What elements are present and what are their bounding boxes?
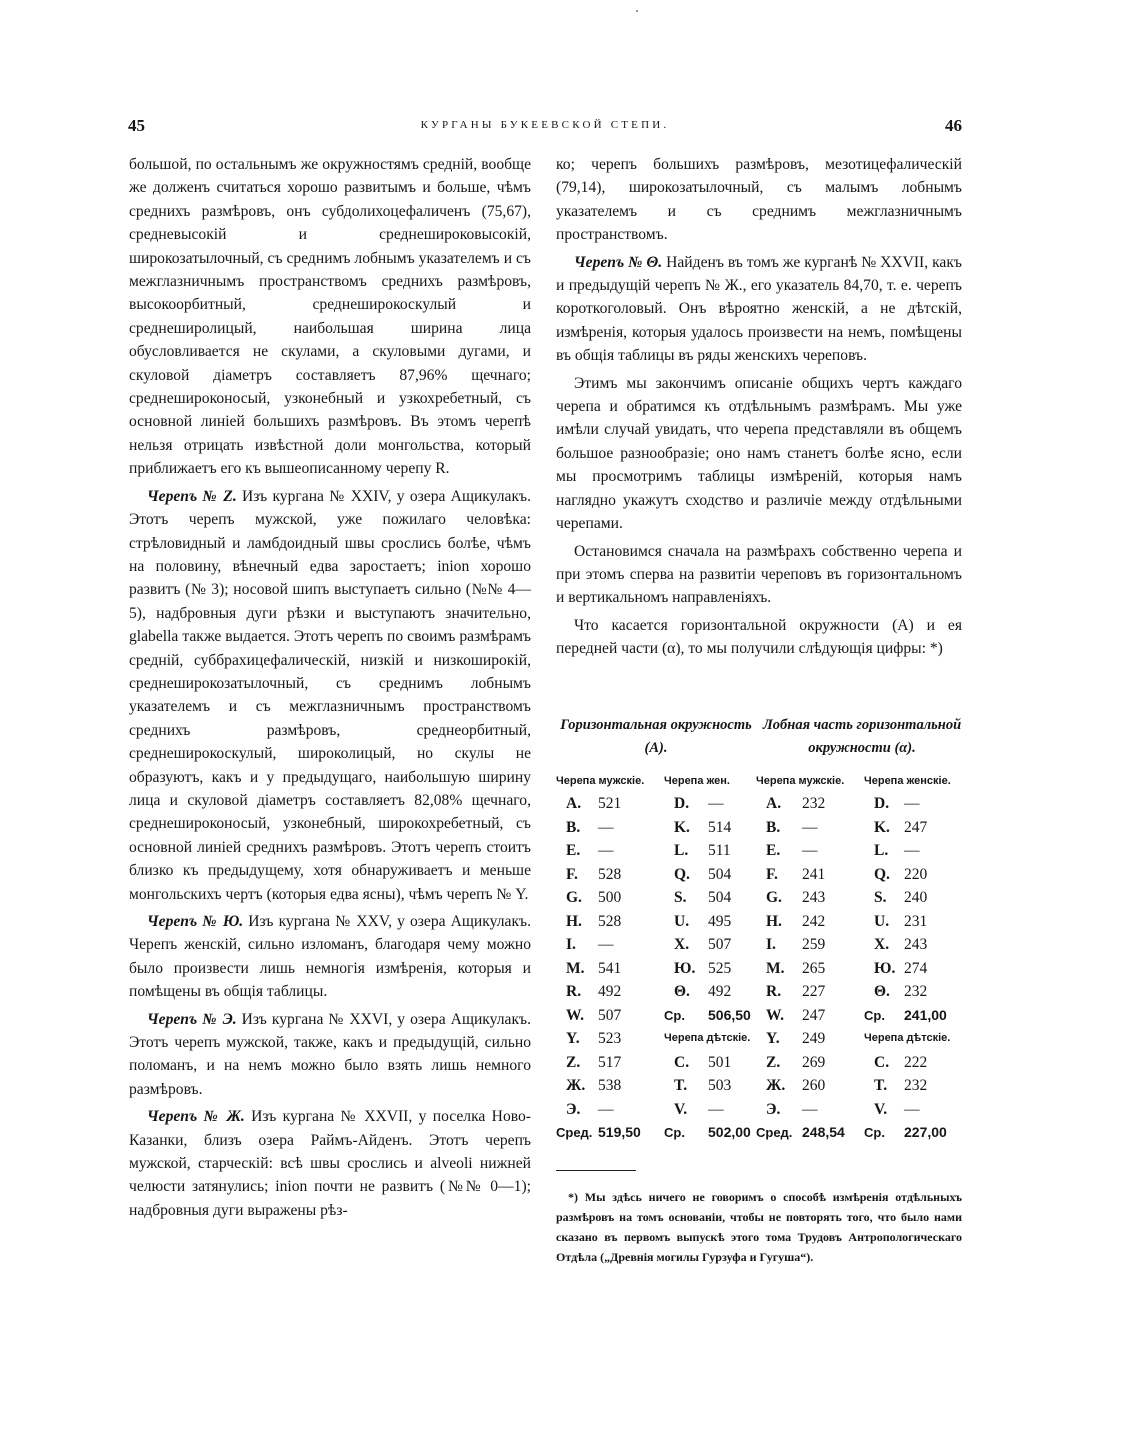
measurement-value: 528 (598, 865, 622, 883)
mean-value: 502,00 (708, 1124, 751, 1140)
skull-label: K. (674, 818, 690, 836)
skull-label: F. (766, 865, 778, 883)
skull-label: C. (674, 1053, 690, 1071)
skull-label: W. (766, 1006, 784, 1024)
table-subheads (556, 770, 962, 792)
skull-label: I. (766, 936, 776, 953)
measurement-value: — (708, 1100, 724, 1118)
skull-label: Z. (766, 1053, 781, 1071)
skull-label: K. (874, 818, 890, 836)
mean-value: 241,00 (904, 1006, 947, 1023)
measurement-value: 243 (802, 889, 826, 906)
skull-label: Θ. (874, 983, 890, 1000)
mean-label: Сред. (556, 1125, 593, 1140)
skull-label: Э. (766, 1100, 781, 1118)
skull-label: Ж. (766, 1077, 786, 1094)
skull-label: Y. (566, 1030, 580, 1047)
caption-horizontal-circumference: Горизонтальная окружность (A). (560, 717, 752, 756)
skull-label: Q. (674, 865, 690, 883)
measurement-value: 514 (708, 818, 732, 836)
measurement-value: — (802, 842, 818, 859)
paragraph: большой, по остальнымъ же окружностямъ средній, вообще же долженъ считаться хорошо развитымъ и больше, чѣмъ среднихъ размѣровъ, онъ субдолихоцефаличенъ (75,67), средневысокій и среднешироковысокій, широкозатылочный, съ среднимъ лобнымъ указателемъ и съ межглазничнымъ пространствомъ среднихъ размѣровъ, высокоорбитный, среднеширокоскулый и среднеширолицый, наибольшая ширина лица обусловливается не скулами, а скуловыми дугами, и скуловой діаметръ составляетъ 87,96% щечнаго; среднешироконосый, узконебный и узкохребетный, съ основной линіей большихъ размѣровъ. Въ этомъ черепѣ нельзя отрицать извѣстной доли монгольства, который приближаетъ его къ вышеописанному черепу R. (129, 156, 531, 478)
measurement-value: — (598, 936, 614, 953)
skull-label: B. (766, 818, 781, 836)
paragraph-text: Найденъ въ томъ же курганѣ № XXVII, какъ и предыдущій черепъ № Ж., его указатель 84,70, т. е. черепъ короткоголовый. Онъ вѣроятно женскій, а не дѣтскій, измѣренія, которыя удалось произвести на немъ, помѣщены въ общія таблицы въ ряды женскихъ череповъ. (556, 253, 962, 365)
measurement-value: 247 (904, 818, 928, 836)
measurement-value: 503 (708, 1077, 732, 1094)
measurement-value: 243 (904, 936, 928, 953)
measurement-value: 269 (802, 1053, 826, 1071)
skull-label: G. (766, 889, 782, 906)
measurement-value: — (904, 842, 920, 859)
table-captions (556, 714, 962, 760)
measurement-value: — (598, 818, 614, 836)
skull-label: R. (566, 983, 582, 1000)
measurement-value: 501 (708, 1053, 732, 1071)
skull-label: L. (874, 842, 889, 859)
skull-label: F. (566, 865, 578, 883)
measurement-value: 249 (802, 1030, 826, 1047)
paragraph (129, 485, 531, 906)
skull-label: L. (674, 842, 689, 859)
measurement-value: 274 (904, 959, 928, 977)
skull-label: A. (566, 795, 582, 812)
measurement-value: — (904, 795, 920, 812)
mean-label: Сред. (756, 1125, 793, 1140)
skull-heading: Черепъ № Э. (147, 1010, 237, 1028)
subhead-children: Черепа дѣтскіе. (664, 1032, 751, 1044)
measurement-value: — (802, 1100, 818, 1118)
measurement-value: 504 (708, 889, 732, 906)
skull-heading: Черепъ № Ж. (147, 1108, 245, 1126)
skull-label: V. (874, 1100, 888, 1118)
skull-label: U. (874, 912, 890, 930)
paragraph (556, 251, 962, 368)
measurement-value: 242 (802, 912, 826, 930)
skull-label: D. (674, 795, 690, 812)
measurement-value: 260 (802, 1077, 826, 1094)
skull-label: Э. (566, 1100, 581, 1118)
table-body (556, 792, 962, 1145)
paragraph (129, 1008, 531, 1102)
paragraph (129, 910, 531, 1004)
footnote-divider (556, 1170, 636, 1171)
subhead-male: Черепа мужскіе. (756, 775, 845, 787)
skull-label: E. (566, 842, 581, 859)
skull-label: Ю. (674, 959, 696, 977)
measurement-value: 523 (598, 1030, 622, 1047)
subhead-female: Черепа женскіе. (864, 775, 951, 787)
subhead-male: Черепа мужскіе. (556, 775, 645, 787)
measurement-value: 500 (598, 889, 622, 906)
paragraph: Остановимся сначала на размѣрахъ собственно черепа и при этомъ сперва на развитіи череповъ въ горизонтальномъ и вертикальномъ направленіяхъ. (556, 542, 962, 607)
skull-label: V. (674, 1100, 688, 1118)
measurement-value: 492 (708, 983, 732, 1000)
skull-label: W. (566, 1006, 584, 1024)
measurement-value: 507 (708, 936, 732, 953)
page-header (128, 116, 962, 138)
measurement-value: 541 (598, 959, 622, 977)
skull-label: T. (674, 1077, 688, 1094)
subhead-female: Черепа жен. (664, 775, 730, 787)
left-column (129, 153, 531, 1226)
measurement-value: 232 (802, 795, 826, 812)
skull-label: C. (874, 1053, 890, 1071)
measurement-value: 220 (904, 865, 928, 883)
skull-heading: Черепъ № Θ. (574, 253, 663, 271)
measurement-value: 227 (802, 983, 826, 1000)
right-column (556, 153, 962, 665)
mean-label: Ср. (664, 1125, 685, 1140)
measurement-value: — (802, 818, 818, 836)
page-number-right: 46 (945, 116, 962, 135)
measurement-value: 511 (708, 842, 731, 859)
measurement-value: 525 (708, 959, 732, 977)
caption-frontal-part: Лобная часть горизонтальной окружности (α). (762, 717, 962, 756)
measurement-value: 241 (802, 865, 826, 883)
mean-label: Ср. (664, 1007, 685, 1023)
measurement-value: 528 (598, 912, 622, 930)
skull-label: Q. (874, 865, 890, 883)
measurement-value: 259 (802, 936, 826, 953)
measurement-value: 247 (802, 1006, 826, 1024)
skull-label: Z. (566, 1053, 581, 1071)
measurement-value: 232 (904, 1077, 928, 1094)
measurement-value: 222 (904, 1053, 928, 1071)
mean-value: 227,00 (904, 1124, 947, 1140)
skull-label: Θ. (674, 983, 690, 1000)
skull-label: X. (874, 936, 890, 953)
skull-label: Ю. (874, 959, 896, 977)
page-number-left: 45 (128, 116, 145, 135)
paragraph: Что касается горизонтальной окружности (A) и ея передней части (α), то мы получили слѣдующія цифры: *) (556, 616, 962, 658)
measurement-value: — (708, 795, 724, 812)
measurement-value: 265 (802, 959, 826, 977)
skull-label: T. (874, 1077, 888, 1094)
skull-label: Y. (766, 1030, 780, 1047)
paragraph-text: Изъ кургана № XXVI, у озера Ащикулакъ. Этотъ черепъ мужской, также, какъ и предыдущій, сильно поломанъ, и на немъ можно было взять лишь немного размѣровъ. (129, 1010, 531, 1098)
skull-label: I. (566, 936, 576, 953)
measurement-value: 495 (708, 912, 732, 930)
measurement-value: 538 (598, 1077, 622, 1094)
skull-label: B. (566, 818, 581, 836)
skull-label: E. (766, 842, 781, 859)
mean-label: Ср. (864, 1125, 885, 1140)
measurement-value: 492 (598, 983, 622, 1000)
skull-label: G. (566, 889, 582, 906)
scan-speck (636, 10, 638, 12)
skull-label: H. (566, 912, 582, 930)
skull-label: S. (874, 889, 887, 906)
subhead-children: Черепа дѣтскіе. (864, 1032, 951, 1044)
skull-label: Ж. (566, 1077, 586, 1094)
skull-label: M. (566, 959, 585, 977)
paragraph-text: Изъ кургана № XXVII, у поселка Ново-Казанки, близъ озера Раймъ-Айденъ. Этотъ черепъ мужской, старческій: всѣ швы срослись и alveoli нижней челюсти затянулись; inion почти не развитъ (№№ 0—1); надбровныя дуги выражены рѣз- (129, 1108, 531, 1219)
skull-label: R. (766, 983, 782, 1000)
paragraph (129, 1105, 531, 1222)
skull-label: D. (874, 795, 890, 812)
measurement-value: — (598, 842, 614, 859)
skull-label: U. (674, 912, 690, 930)
measurement-value: — (904, 1100, 920, 1118)
paragraph-text: Изъ кургана № XXIV, у озера Ащикулакъ. Этотъ черепъ мужской, уже пожилаго человѣка: стрѣловидный и ламбдоидный швы срослись болѣе, чѣмъ на половину, вѣнечный едва заростаетъ; inion хорошо развитъ (№ 3); носовой шипъ выступаетъ сильно (№№ 4—5), надбровныя дуги рѣзки и выступаютъ значительно, glabella также выдается. Этотъ черепъ по своимъ размѣрамъ средній, суббрахицефалическій, низкій и низкоширокій, среднеширокозатылочный, съ среднимъ лобнымъ указателемъ и съ межглазничнымъ пространствомъ среднихъ размѣровъ, среднеорбитный, среднеширокоскулый, широколицый, но скулы не образуютъ, какъ и у предыдущаго, наибольшую ширину лица и скуловой діаметръ составляетъ 82,08% щечнаго, среднешироконосый, узконебный, широкохребетный, съ основной линіей среднихъ размѣровъ. Этотъ черепъ стоитъ близко къ предыдущему, хотя обнаруживаетъ и меньше монгольскихъ чертъ (которыя едва ясны), чѣмъ черепъ № Y. (129, 487, 532, 903)
mean-value: 506,50 (708, 1006, 751, 1023)
paragraph: Этимъ мы закончимъ описаніе общихъ чертъ каждаго черепа и обратимся къ отдѣльнымъ размѣрамъ. Мы уже имѣли случай увидать, что черепа представляли въ общемъ большое разнообразіе; оно намъ станетъ болѣе ясно, если мы просмотримъ таблицы измѣреній, которыя намъ наглядно укажутъ сходство и различіе между отдѣльными черепами. (556, 374, 962, 533)
measurement-value: — (598, 1100, 614, 1118)
skull-label: S. (674, 889, 687, 906)
skull-label: M. (766, 959, 785, 977)
mean-label: Ср. (864, 1007, 885, 1023)
measurement-value: 240 (904, 889, 928, 906)
measurement-value: 231 (904, 912, 928, 930)
measurement-value: 232 (904, 983, 928, 1000)
paragraph-text: Изъ кургана № XXV, у озера Ащикулакъ. Черепъ женскій, сильно изломанъ, благодаря чему можно было произвести лишь немногія измѣренія, которыя и помѣщены въ общія таблицы. (129, 913, 531, 1001)
measurement-value: 517 (598, 1053, 622, 1071)
mean-value: 519,50 (598, 1124, 641, 1140)
measurement-value: 507 (598, 1006, 622, 1024)
skull-label: A. (766, 795, 782, 812)
running-title: КУРГАНЫ БУКЕЕВСКОЙ СТЕПИ. (420, 119, 670, 131)
measurement-value: 504 (708, 865, 732, 883)
skull-heading: Черепъ № Z. (147, 487, 237, 505)
paragraph: ко; черепъ большихъ размѣровъ, мезотицефалическій (79,14), широкозатылочный, съ малымъ лобнымъ указателемъ и съ среднимъ межглазничнымъ пространствомъ. (556, 156, 962, 244)
skull-label: X. (674, 936, 690, 953)
skull-heading: Черепъ № Ю. (147, 913, 244, 930)
skull-label: H. (766, 912, 782, 930)
measurements-table (556, 714, 962, 1145)
mean-value: 248,54 (802, 1124, 845, 1140)
footnote: *) Мы здѣсь ничего не говоримъ о способѣ измѣренія отдѣльныхъ размѣровъ на томъ основаніи, чтобы не повторять того, что было нами сказано въ первомъ выпускѣ этого тома Трудовъ Антропологическаго Отдѣла („Древнія могилы Гурзуфа и Гугуша“). (556, 1190, 962, 1264)
measurement-value: 521 (598, 795, 622, 812)
